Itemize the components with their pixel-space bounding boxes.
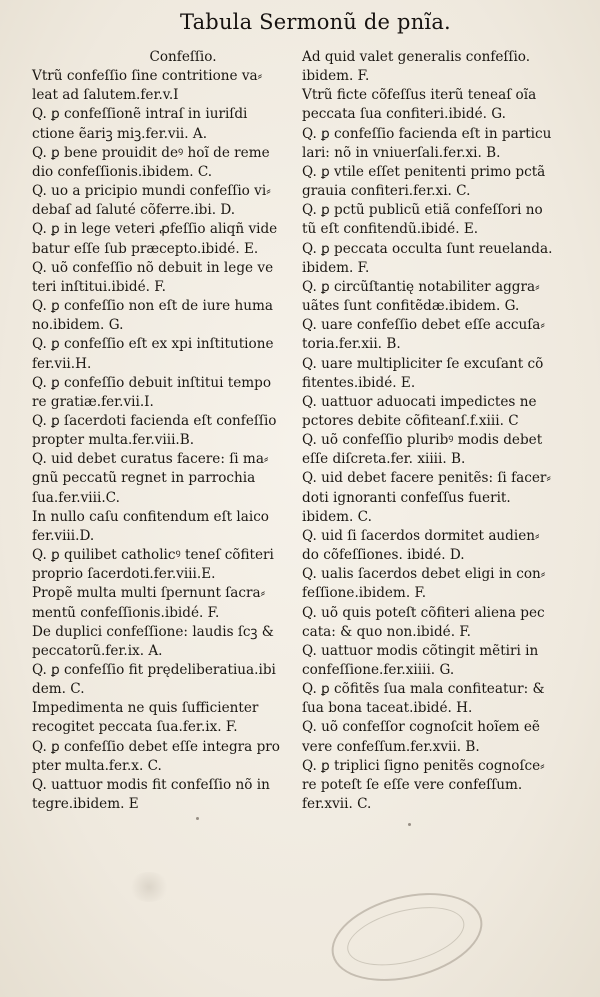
index-line: fer.xvii. C. bbox=[302, 796, 372, 813]
index-line: Q. ꝑ confeſſio fit prędeliberatiua.ibi bbox=[32, 662, 276, 678]
index-line: debaſ ad ſaluté cõferre.ibi. D. bbox=[32, 202, 236, 219]
index-line: pctores debite cõfiteanſ.f.xiii. C bbox=[302, 412, 519, 429]
index-line: grauia confiteri.fer.xi. C. bbox=[302, 183, 471, 200]
index-line: Q. ꝑ confeſſio debuit inſtitui tempo bbox=[32, 374, 272, 391]
index-line: tegre.ibidem. E bbox=[32, 796, 139, 813]
index-line: Q. uare multipliciter ſe excuſant cõ bbox=[302, 355, 544, 372]
index-line: recogitet peccata ſua.fer.ix. F. bbox=[32, 719, 238, 736]
ink-dot bbox=[196, 817, 199, 820]
index-line: ctione ẽariꝫ miꝫ.fer.vii. A. bbox=[32, 125, 208, 142]
ink-smudge bbox=[128, 872, 170, 902]
index-line: ibidem. F. bbox=[302, 259, 370, 276]
index-line: Q. uõ quis poteſt cõfiteri aliena pec bbox=[302, 604, 545, 621]
index-line: fitentes.ibidé. E. bbox=[302, 374, 416, 391]
index-line: gnũ peccatũ regnet in parrochia bbox=[32, 470, 256, 487]
index-line: vere confeſſum.fer.xvii. B. bbox=[302, 738, 480, 755]
index-line: Q. ꝑ confeſſio debet eſſe integra pro bbox=[32, 738, 280, 755]
index-line: In nullo caſu confitendum eſt laico bbox=[32, 508, 269, 525]
index-line: ſua.fer.viii.C. bbox=[32, 489, 120, 506]
index-line: Q. ꝑ quilibet catholicꝰ teneſ cõfiteri bbox=[32, 547, 274, 564]
index-line: cata: & quo non.ibidé. F. bbox=[302, 623, 472, 640]
index-line: De duplici confeſſione: laudis ſcꝫ & bbox=[32, 623, 274, 640]
index-line: propter multa.fer.viii.B. bbox=[32, 432, 195, 449]
index-line: Q. ꝑ pctũ publicũ etiã confeſſori no bbox=[302, 202, 543, 219]
index-line: dem. C. bbox=[32, 681, 85, 698]
index-line: ſua bona taceat.ibidé. H. bbox=[302, 700, 473, 717]
index-line: Vtrũ confeſſio ſine contritione va⸗ bbox=[32, 68, 263, 85]
index-line: pter multa.fer.x. C. bbox=[32, 757, 162, 774]
index-line: Q. ualis ſacerdos debet eligi in con⸗ bbox=[302, 566, 546, 583]
index-line: Confeſſio. bbox=[149, 49, 217, 65]
index-line: batur eſſe ſub præcepto.ibidé. E. bbox=[32, 240, 259, 257]
index-line: fer.vii.H. bbox=[32, 355, 92, 372]
index-line: Q. uõ confeſſor cognoſcit hoĩem eẽ bbox=[302, 719, 540, 736]
right-column bbox=[302, 48, 570, 814]
index-line: Q. ꝑ ſacerdoti facienda eſt confeſſio bbox=[32, 412, 277, 429]
index-line: re poteſt ſe eſſe vere confeſſum. bbox=[302, 776, 523, 793]
stamp-inner-ring bbox=[341, 897, 470, 976]
ink-dot bbox=[408, 823, 411, 826]
index-line: Q. uõ confeſſio pluribꝰ modis debet bbox=[302, 432, 543, 449]
index-line: Vtrũ ficte cõfeſſus iterũ teneaſ oĩa bbox=[302, 87, 537, 104]
index-line: Q. uid debet facere penitẽs: ſi facer⸗ bbox=[302, 470, 551, 487]
index-line: ibidem. C. bbox=[302, 508, 372, 525]
index-line: Q. uattuor aduocati impedictes ne bbox=[302, 393, 537, 410]
index-line: Q. ꝑ cõfitẽs ſua mala confiteatur: & bbox=[302, 681, 545, 698]
index-line: mentũ confeſſionis.ibidé. F. bbox=[32, 604, 220, 621]
index-line: eſſe diſcreta.fer. xiiii. B. bbox=[302, 451, 466, 468]
index-line: dio confeſſionis.ibidem. C. bbox=[32, 163, 213, 180]
index-line: Q. uattuor modis fit confeſſio nõ in bbox=[32, 776, 270, 793]
index-line: Q. uo a pricipio mundi confeſſio vi⸗ bbox=[32, 183, 271, 200]
index-line: tũ eſt confitendũ.ibidé. E. bbox=[302, 221, 479, 238]
index-line: Q. ꝑ peccata occulta ſunt reuelanda. bbox=[302, 240, 553, 257]
index-line: Q. ꝑ circũſtantię notabiliter aggra⸗ bbox=[302, 278, 540, 295]
index-line: Q. uõ confeſſio nõ debuit in lege ve bbox=[32, 259, 274, 276]
index-line: peccata ſua confiteri.ibidé. G. bbox=[302, 106, 506, 123]
index-line: Q. ꝑ confeſſio eſt ex xpi inſtitutione bbox=[32, 336, 274, 353]
index-line: fer.viii.D. bbox=[32, 527, 95, 544]
index-line: do cõfeſſiones. ibidé. D. bbox=[302, 547, 465, 564]
index-line: peccatorũ.fer.ix. A. bbox=[32, 642, 163, 659]
index-line: ibidem. F. bbox=[302, 68, 370, 85]
index-line: Q. ꝑ bene prouidit deꝰ hoĩ de reme bbox=[32, 144, 270, 161]
index-line: Q. ꝑ confeſſio non eſt de iure huma bbox=[32, 298, 274, 315]
index-line: Q. uattuor modis cõtingit mẽtiri in bbox=[302, 642, 539, 659]
index-line: Q. uid debet curatus facere: ſi ma⸗ bbox=[32, 451, 269, 468]
index-line: confeſſione.fer.xiiii. G. bbox=[302, 662, 455, 678]
library-stamp bbox=[322, 879, 491, 996]
index-line: Q. ꝑ confeſſionẽ intraſ in iuriſdi bbox=[32, 106, 248, 123]
index-line: Impedimenta ne quis ſufficienter bbox=[32, 700, 259, 717]
index-line: toria.fer.xii. B. bbox=[302, 336, 401, 353]
index-line: Propẽ multa multi ſpernunt ſacra⸗ bbox=[32, 585, 266, 602]
index-line: proprio ſacerdoti.fer.viii.E. bbox=[32, 566, 216, 583]
index-line: Q. ꝑ confeſſio facienda eſt in particu bbox=[302, 125, 552, 142]
index-line: re gratiæ.fer.vii.I. bbox=[32, 393, 154, 410]
index-line: no.ibidem. G. bbox=[32, 317, 124, 334]
index-line: teri inſtitui.ibidé. F. bbox=[32, 278, 166, 295]
index-line: Q. ꝑ triplici ſigno penitẽs cognoſce⸗ bbox=[302, 757, 545, 774]
left-column bbox=[32, 48, 294, 814]
index-line: Q. ꝑ vtile eſſet penitenti primo pctã bbox=[302, 163, 546, 180]
index-line: Q. ꝑ in lege veteri ꝓfeſſio aliqñ vide bbox=[32, 221, 278, 238]
index-line: Q. uid ſi ſacerdos dormitet audien⸗ bbox=[302, 527, 540, 544]
index-line: doti ignoranti confeſſus fuerit. bbox=[302, 489, 511, 506]
index-line: lari: nõ in vniuerſali.fer.xi. B. bbox=[302, 144, 501, 161]
index-line: feſſione.ibidem. F. bbox=[302, 585, 427, 602]
index-line: Q. uare confeſſio debet eſſe accuſa⸗ bbox=[302, 317, 545, 334]
index-line: Ad quid valet generalis confeſſio. bbox=[302, 49, 531, 65]
page-title: Tabula Sermonũ de pnĩa. bbox=[180, 10, 451, 34]
index-line: uãtes ſunt confitẽdæ.ibidem. G. bbox=[302, 298, 520, 315]
index-line: leat ad ſalutem.fer.v.I bbox=[32, 87, 179, 104]
